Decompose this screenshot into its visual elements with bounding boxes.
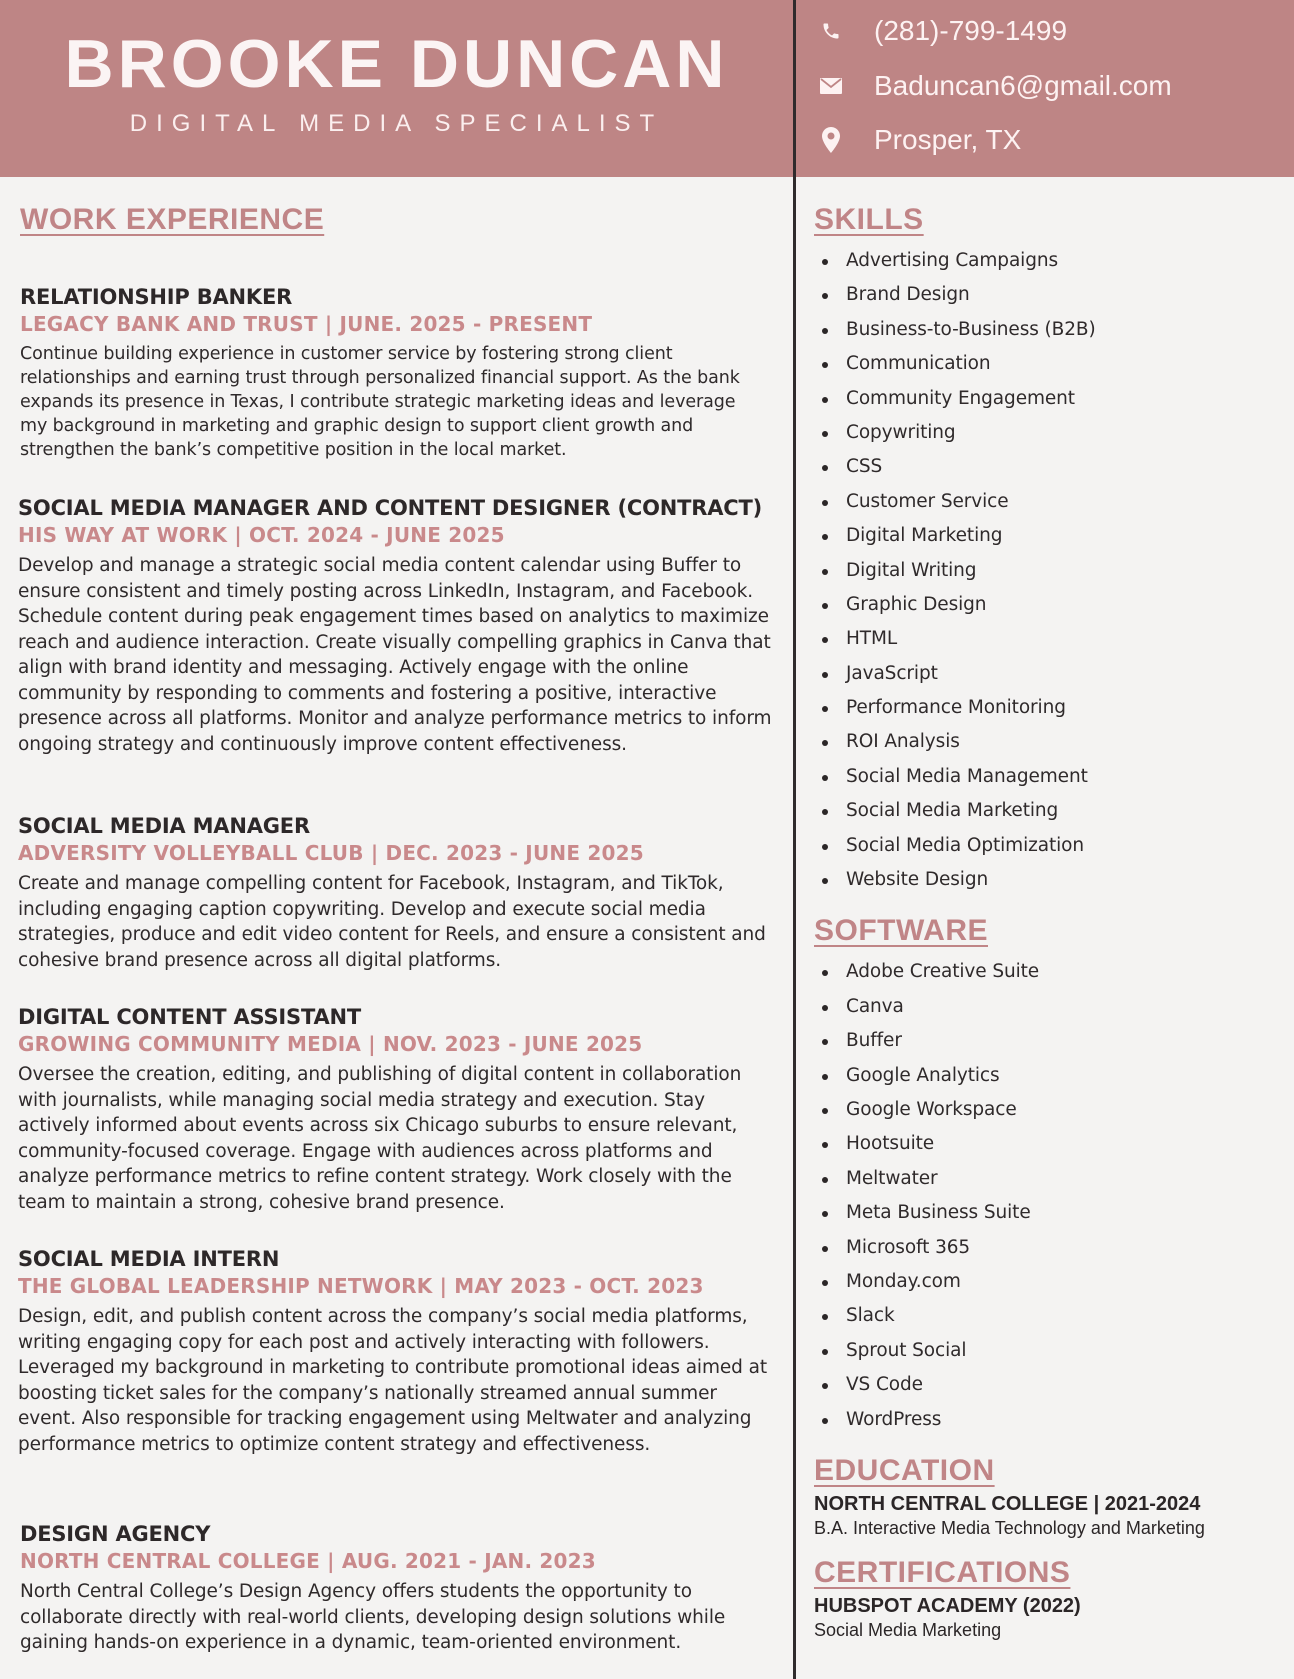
software-item: Buffer (814, 1024, 1284, 1058)
job-organization: THE GLOBAL LEADERSHIP NETWORK | MAY 2023 - OCT. 2023 (18, 1274, 704, 1298)
skill-item: Social Media Management (814, 760, 1284, 794)
job-title: SOCIAL MEDIA MANAGER AND CONTENT DESIGNER (CONTRACT) (18, 496, 763, 520)
software-item: WordPress (814, 1403, 1284, 1437)
email-icon (818, 73, 844, 99)
job-title: DIGITAL CONTENT ASSISTANT (18, 1005, 361, 1029)
skill-item: ROI Analysis (814, 725, 1284, 759)
software-heading: SOFTWARE (814, 914, 988, 948)
job-organization: GROWING COMMUNITY MEDIA | NOV. 2023 - JUNE 2025 (18, 1032, 643, 1056)
job-description: Oversee the creation, editing, and publishing of digital content in collaboration with journalists, while managing social media strategy and execution. Stay actively informed about events across six Chicago suburbs to ensure relevant, community-focused coverage. Engage with audiences across platforms and analyze performance metrics to refine content strategy. Work closely with the team to maintain a strong, cohesive brand presence. (18, 1064, 742, 1213)
job-description: North Central College’s Design Agency offers students the opportunity to collaborate directly with real-world clients, developing design solutions while gaining hands-on experience in a dynamic, team-oriented environment. (20, 1581, 726, 1653)
job-entry (20, 284, 780, 462)
column-divider (793, 0, 796, 1679)
software-item: Monday.com (814, 1265, 1284, 1299)
job-organization: ADVERSITY VOLLEYBALL CLUB | DEC. 2023 - JUNE 2025 (18, 841, 644, 865)
job-entry (18, 1004, 778, 1215)
education-heading: EDUCATION (814, 1453, 995, 1487)
software-item: Slack (814, 1299, 1284, 1333)
skill-item: Advertising Campaigns (814, 244, 1284, 278)
skill-item: HTML (814, 622, 1284, 656)
job-entry (18, 1246, 778, 1457)
skill-item: Communication (814, 347, 1284, 381)
job-title: DESIGN AGENCY (20, 1522, 211, 1546)
skill-item: Copywriting (814, 416, 1284, 450)
skill-item: Business-to-Business (B2B) (814, 313, 1284, 347)
skill-item: Digital Writing (814, 554, 1284, 588)
skills-heading: SKILLS (814, 203, 924, 236)
job-title: SOCIAL MEDIA MANAGER (18, 814, 310, 838)
location-pin-icon (818, 127, 844, 153)
contact-location (818, 120, 1278, 160)
work-experience-heading: WORK EXPERIENCE (20, 203, 325, 236)
candidate-name: BROOKE DUNCAN (64, 26, 729, 102)
contact-email[interactable] (818, 66, 1278, 106)
skill-item: JavaScript (814, 657, 1284, 691)
software-item: Google Workspace (814, 1093, 1284, 1127)
skill-item: Customer Service (814, 485, 1284, 519)
certifications-heading: CERTIFICATIONS (814, 1555, 1071, 1589)
skill-item: Community Engagement (814, 382, 1284, 416)
skill-item: Performance Monitoring (814, 691, 1284, 725)
sidebar-column (814, 200, 1284, 1641)
software-item: Meltwater (814, 1162, 1284, 1196)
certification-name: HUBSPOT ACADEMY (2022) (814, 1594, 1081, 1617)
job-description: Develop and manage a strategic social media content calendar using Buffer to ensure consistent and timely posting across LinkedIn, Instagram, and Facebook. Schedule content during peak engagement times based on analytics to maximize reach and audience interaction. Create visually compelling graphics in Canva that align with brand identity and messaging. Actively engage with the online community by responding to comments and fostering a positive, interactive presence across all platforms. Monitor and analyze performance metrics to inform ongoing strategy and continuously improve content effectiveness. (18, 555, 772, 755)
candidate-title: DIGITAL MEDIA SPECIALIST (129, 110, 664, 137)
job-entry (20, 1521, 780, 1656)
certification-detail: Social Media Marketing (814, 1619, 1002, 1640)
skill-item: Website Design (814, 863, 1284, 897)
education-school: NORTH CENTRAL COLLEGE | 2021-2024 (814, 1492, 1201, 1515)
phone-icon (818, 18, 844, 44)
email-address: Baduncan6@gmail.com (874, 70, 1172, 101)
skill-item: Brand Design (814, 278, 1284, 312)
location-text: Prosper, TX (874, 124, 1022, 155)
skill-item: Social Media Optimization (814, 829, 1284, 863)
contact-phone[interactable] (818, 11, 1278, 51)
job-organization: LEGACY BANK AND TRUST | JUNE. 2025 - PRESENT (20, 312, 593, 336)
job-entry (18, 813, 778, 973)
job-description: Design, edit, and publish content across the company’s social media platforms, writing engaging copy for each post and actively interacting with followers. Leveraged my background in marketing to contribute promotional ideas aimed at boosting ticket sales for the company’s nationally streamed annual summer event. Also responsible for tracking engagement using Meltwater and analyzing performance metrics to optimize content strategy and effectiveness. (18, 1306, 767, 1455)
software-item: Hootsuite (814, 1127, 1284, 1161)
job-organization: NORTH CENTRAL COLLEGE | AUG. 2021 - JAN. 2023 (20, 1549, 596, 1573)
job-description: Create and manage compelling content for Facebook, Instagram, and TikTok, including engaging caption copywriting. Develop and execute social media strategies, produce and edit video content for Reels, and ensure a consistent and cohesive brand presence across all digital platforms. (18, 873, 766, 971)
job-title: RELATIONSHIP BANKER (20, 285, 293, 309)
software-item: VS Code (814, 1368, 1284, 1402)
skill-item: Social Media Marketing (814, 794, 1284, 828)
software-item: Canva (814, 990, 1284, 1024)
software-item: Microsoft 365 (814, 1231, 1284, 1265)
software-item: Google Analytics (814, 1059, 1284, 1093)
software-list (814, 955, 1284, 1436)
software-item: Adobe Creative Suite (814, 955, 1284, 989)
job-entry (18, 495, 778, 757)
education-degree: B.A. Interactive Media Technology and Marketing (814, 1517, 1205, 1538)
skill-item: Graphic Design (814, 588, 1284, 622)
software-item: Meta Business Suite (814, 1196, 1284, 1230)
job-description: Continue building experience in customer service by fostering strong client relationships and earning trust through personalized financial support. As the bank expands its presence in Texas, I contribute strategic marketing ideas and leverage my background in marketing and graphic design to support client growth and strengthen the bank’s competitive position in the local market. (20, 344, 740, 460)
job-organization: HIS WAY AT WORK | OCT. 2024 - JUNE 2025 (18, 523, 505, 547)
skill-item: Digital Marketing (814, 519, 1284, 553)
phone-number: (281)-799-1499 (874, 15, 1068, 46)
skill-item: CSS (814, 450, 1284, 484)
job-title: SOCIAL MEDIA INTERN (18, 1247, 280, 1271)
work-experience-section (18, 200, 780, 1653)
software-item: Sprout Social (814, 1334, 1284, 1368)
skills-list (814, 244, 1284, 897)
